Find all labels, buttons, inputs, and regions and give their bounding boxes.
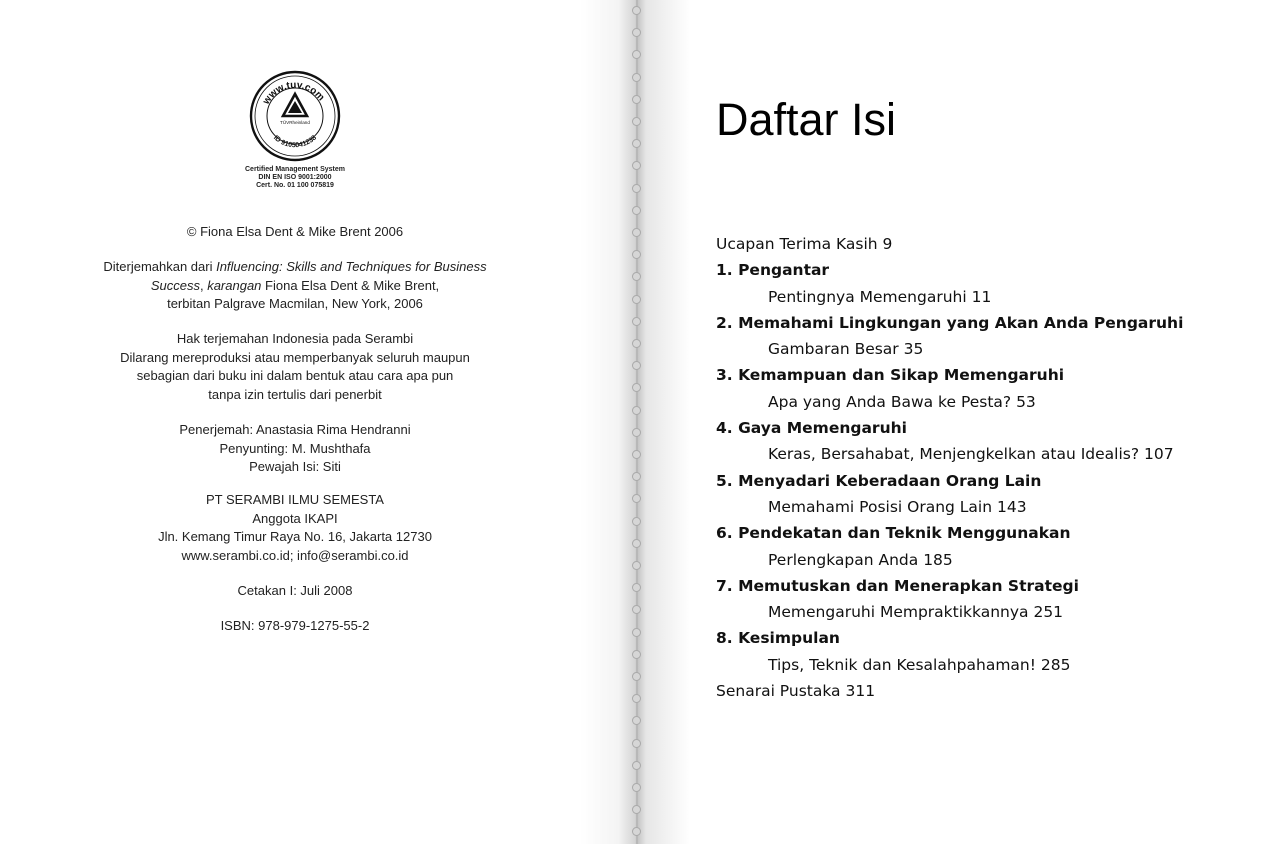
triangle-icon — [283, 94, 307, 116]
toc-subtitle: Memahami Posisi Orang Lain 143 — [768, 497, 1027, 516]
toc-subtitle: Memengaruhi Mempraktikkannya 251 — [768, 603, 1064, 622]
designer-credit: Pewajah Isi: Siti — [249, 459, 341, 474]
toc-subtitle: Tips, Teknik dan Kesalahpahaman! 285 — [768, 655, 1071, 674]
rights-line: tanpa izin tertulis dari penerbit — [208, 386, 382, 402]
copyright-line: © Fiona Elsa Dent & Mike Brent 2006 — [186, 224, 404, 239]
rights-notice — [60, 330, 530, 404]
svg-text:www.tuv.com — [260, 80, 326, 107]
isbn-info — [60, 617, 530, 636]
toc-chapter-heading: 4. Gaya Memengaruhi — [716, 419, 907, 438]
spine-stitch — [632, 628, 641, 637]
toc-chapter-heading: 1. Pengantar — [716, 261, 830, 280]
publisher-membership: Anggota IKAPI — [252, 510, 338, 526]
spine-stitch — [632, 428, 641, 437]
publisher-name: PT SERAMBI ILMU SEMESTA — [206, 492, 384, 507]
toc-chapter-heading: 7. Memutuskan dan Menerapkan Strategi — [716, 576, 1079, 595]
spine-stitch — [632, 95, 641, 104]
seal-brand-text: TÜVRheinland — [280, 120, 310, 125]
toc-subtitle: Pentingnya Memengaruhi 11 — [768, 287, 992, 306]
translator-credit: Penerjemah: Anastasia Rima Hendranni — [179, 422, 411, 437]
certification-caption — [200, 166, 390, 190]
spine-stitch — [632, 317, 641, 326]
spine-stitch — [632, 539, 641, 548]
spine-stitch — [632, 184, 641, 193]
svg-text:ID 9105041238 — [272, 134, 318, 149]
publisher-address: Jln. Kemang Timur Raya No. 16, Jakarta 12730 — [158, 529, 432, 544]
toc-entry: Ucapan Terima Kasih 9 — [716, 235, 893, 253]
seal-url-text: www.tuv.com — [260, 79, 327, 107]
author-label: karangan — [207, 277, 262, 293]
spine-stitch — [632, 117, 641, 126]
spine-stitch — [632, 517, 641, 526]
toc-chapter-heading: 3. Kemampuan dan Sikap Memengaruhi — [716, 366, 1065, 385]
spine-stitch — [632, 73, 641, 82]
spine-stitch — [632, 6, 641, 15]
table-of-contents — [716, 231, 1256, 704]
publisher-contact: www.serambi.co.id; info@serambi.co.id — [181, 547, 409, 563]
spine-stitch — [632, 228, 641, 237]
rights-line: Hak terjemahan Indonesia pada Serambi — [176, 331, 414, 346]
translation-note — [60, 258, 530, 314]
toc-subtitle: Keras, Bersahabat, Menjengkelkan atau Idealis? 107 — [768, 445, 1174, 464]
credits — [60, 421, 530, 477]
rights-line: Dilarang mereproduksi atau memperbanyak seluruh maupun — [120, 349, 470, 365]
separator: , — [199, 277, 208, 293]
tuv-certification-seal — [249, 70, 341, 162]
cert-line: Certified Management System — [245, 166, 345, 173]
spine-stitch — [632, 761, 641, 770]
seal-id-text: ID 9105041238 — [271, 134, 318, 150]
spine-stitch — [632, 672, 641, 681]
publisher-info — [60, 491, 530, 565]
authors: Fiona Elsa Dent & Mike Brent, — [261, 277, 440, 293]
spine-stitch — [632, 406, 641, 415]
spine-stitch — [632, 783, 641, 792]
original-title: Influencing: Skills and Techniques for Business — [216, 259, 487, 274]
spine-stitch — [632, 295, 641, 304]
toc-chapter-heading: 5. Menyadari Keberadaan Orang Lain — [716, 471, 1042, 490]
printing-info — [60, 582, 530, 601]
editor-credit: Penyunting: M. Mushthafa — [219, 440, 371, 456]
spine-stitch — [632, 206, 641, 215]
toc-subtitle: Gambaran Besar 35 — [768, 340, 924, 359]
isbn: ISBN: 978-979-1275-55-2 — [220, 618, 370, 633]
spine-stitch — [632, 650, 641, 659]
copyright-notice — [60, 223, 530, 242]
spine-stitch — [632, 339, 641, 348]
toc-subtitle: Perlengkapan Anda 185 — [768, 550, 953, 569]
translation-prefix: Diterjemahkan dari — [103, 259, 217, 274]
translation-line-2 — [60, 277, 530, 296]
spine-stitch — [632, 561, 641, 570]
original-title-cont: Success — [150, 277, 200, 293]
spine-stitch — [632, 450, 641, 459]
printing-edition: Cetakan I: Juli 2008 — [237, 583, 353, 598]
cert-line: DIN EN ISO 9001:2000 — [258, 174, 332, 181]
toc-chapter-heading: 6. Pendekatan dan Teknik Menggunakan — [716, 524, 1071, 543]
translation-line-1 — [60, 258, 530, 277]
cert-line: Cert. No. 01 100 075819 — [256, 182, 334, 189]
toc-entry: Senarai Pustaka 311 — [716, 682, 876, 701]
spine-stitch — [632, 739, 641, 748]
toc-chapter-heading: 2. Memahami Lingkungan yang Akan Anda Pengaruhi — [716, 313, 1184, 332]
toc-subtitle: Apa yang Anda Bawa ke Pesta? 53 — [768, 392, 1036, 411]
page-title: Daftar Isi — [716, 94, 897, 145]
rights-line: sebagian dari buku ini dalam bentuk atau cara apa pun — [136, 368, 454, 383]
toc-chapter-heading: 8. Kesimpulan — [716, 629, 840, 648]
translation-line-3: terbitan Palgrave Macmilan, New York, 2006 — [167, 296, 423, 311]
